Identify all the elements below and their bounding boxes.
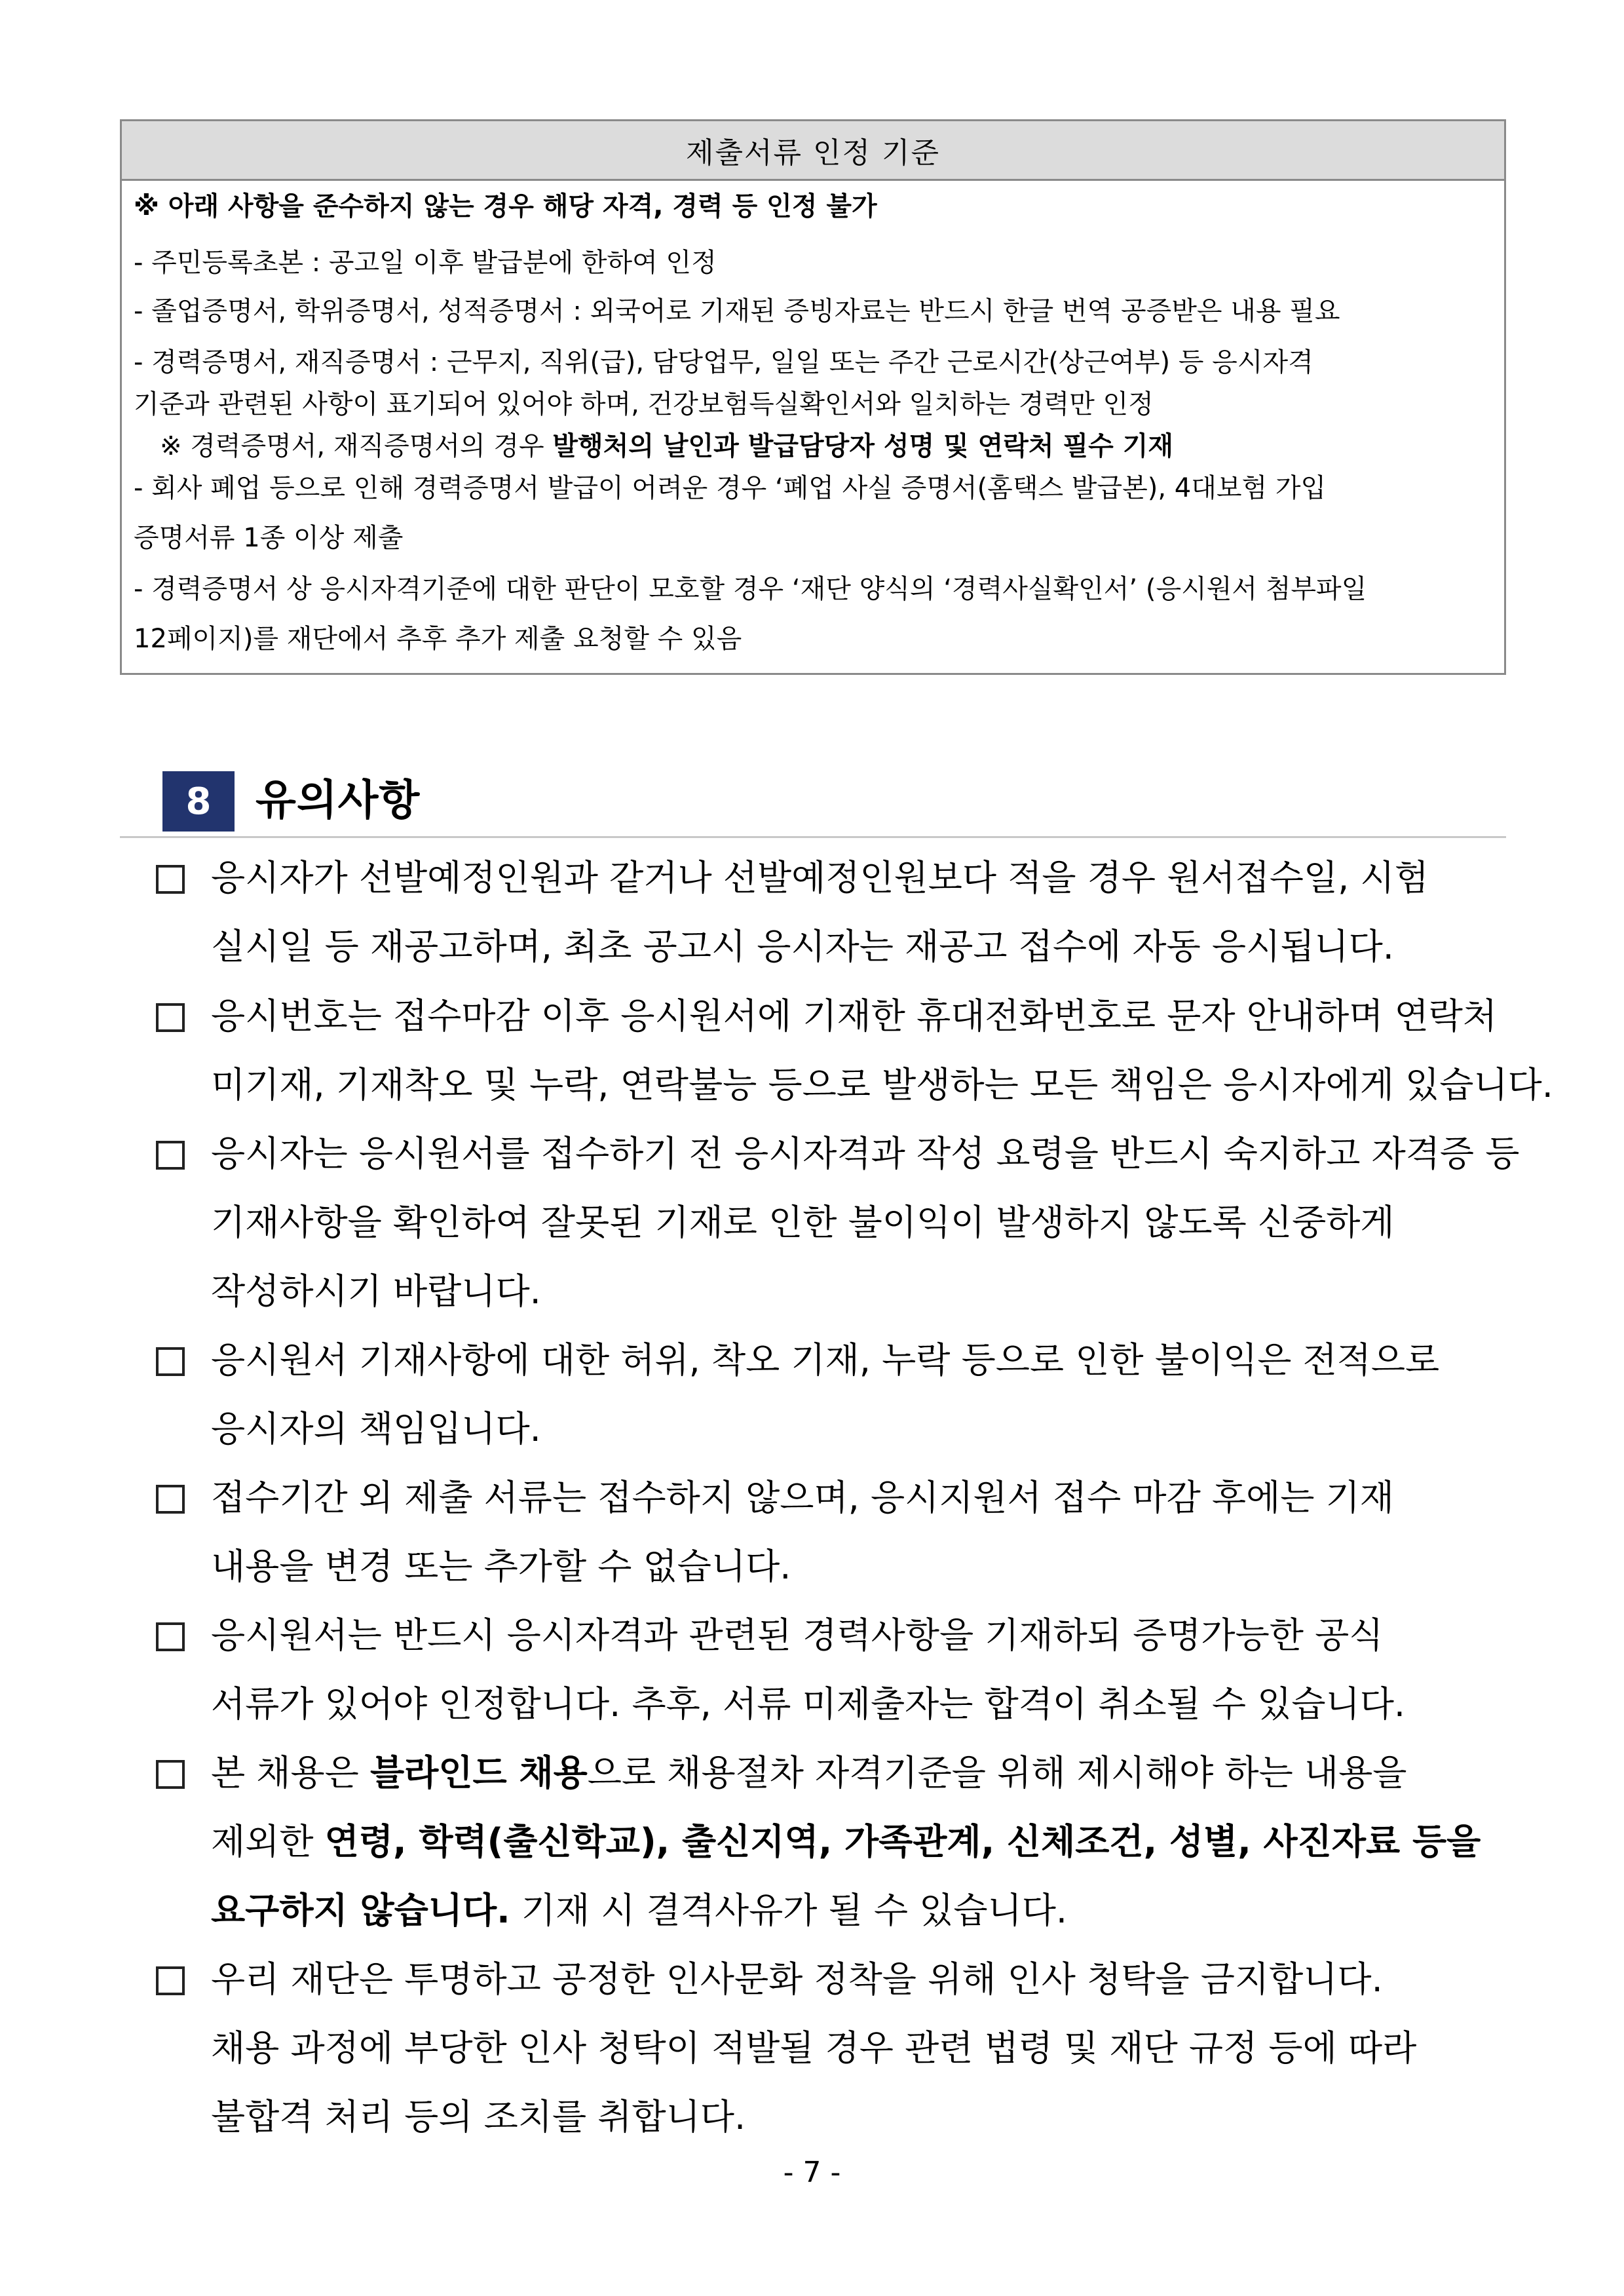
criteria-item: - 경력증명서 상 응시자격기준에 대한 판단이 모호할 경우 ‘재단 양식의 ‘경력사실확인서’ (응시원서 첨부파일 [134, 574, 1367, 604]
notice-line: 내용을 변경 또는 추가할 수 없습니다. [211, 1546, 791, 1587]
section-number: 8 [162, 771, 235, 832]
criteria-item: 12페이지)를 재단에서 추후 추가 제출 요청할 수 있음 [134, 624, 742, 654]
notice-text: 제외한 [211, 1821, 325, 1862]
section-divider [120, 836, 1506, 838]
criteria-item: - 회사 폐업 등으로 인해 경력증명서 발급이 어려운 경우 ‘폐업 사실 증명서(홈택스 발급본), 4대보험 가입 [134, 473, 1327, 503]
notice-line: 응시자가 선발예정인원과 같거나 선발예정인원보다 적을 경우 원서접수일, 시험 [211, 857, 1429, 898]
criteria-title: 제출서류 인정 기준 [122, 121, 1504, 181]
notice-line: 응시원서는 반드시 응시자격과 관련된 경력사항을 기재하되 증명가능한 공식 [211, 1615, 1384, 1656]
notice-line: 접수기간 외 제출 서류는 접수하지 않으며, 응시지원서 접수 마감 후에는 기재 [211, 1477, 1394, 1518]
notice-line: 우리 재단은 투명하고 공정한 인사문화 정착을 위해 인사 청탁을 금지합니다. [211, 1959, 1383, 2000]
notice-line [211, 1819, 1506, 1865]
notice-line [211, 1750, 1506, 1796]
notice-bold-text: 블라인드 채용 [370, 1752, 588, 1793]
criteria-note-prefix: ※ 경력증명서, 재직증명서의 경우 [160, 431, 553, 461]
criteria-note-bold: 발행처의 날인과 발급담당자 성명 및 연락처 필수 기재 [552, 431, 1173, 461]
notice-line [211, 1888, 1506, 1934]
notice-line: 응시원서 기재사항에 대한 허위, 착오 기재, 누락 등으로 인한 불이익은 전적으로 [211, 1339, 1440, 1381]
notice-line: 미기재, 기재착오 및 누락, 연락불능 등으로 발생하는 모든 책임은 응시자에게 있습니다. [211, 1064, 1553, 1105]
notice-line: 실시일 등 재공고하며, 최초 공고시 응시자는 재공고 접수에 자동 응시됩니다. [211, 926, 1394, 967]
notice-line: 서류가 있어야 인정합니다. 추후, 서류 미제출자는 합격이 취소될 수 있습니다. [211, 1683, 1406, 1725]
checkbox-bullet-icon [156, 1141, 185, 1170]
notice-line: 응시자는 응시원서를 접수하기 전 응시자격과 작성 요령을 반드시 숙지하고 자격증 등 [211, 1133, 1520, 1174]
checkbox-bullet-icon [156, 1485, 185, 1514]
checkbox-bullet-icon [156, 1003, 185, 1032]
notice-bold-text: 요구하지 않습니다. [211, 1890, 510, 1931]
criteria-item: - 주민등록초본 : 공고일 이후 발급분에 한하여 인정 [134, 248, 717, 278]
checkbox-bullet-icon [156, 865, 185, 894]
notice-line: 기재사항을 확인하여 잘못된 기재로 인한 불이익이 발생하지 않도록 신중하게 [211, 1202, 1395, 1243]
notice-bold-text: 연령, 학력(출신학교), 출신지역, 가족관계, 신체조건, 성별, 사진자료 등을 [324, 1821, 1481, 1862]
notice-text: 기재 시 결격사유가 될 수 있습니다. [510, 1890, 1068, 1931]
checkbox-bullet-icon [156, 1966, 185, 1995]
criteria-item: - 경력증명서, 재직증명서 : 근무지, 직위(급), 담당업무, 일일 또는 주간 근로시간(상근여부) 등 응시자격 [134, 347, 1313, 377]
checkbox-bullet-icon [156, 1622, 185, 1651]
criteria-box [120, 119, 1506, 675]
section-title: 유의사항 [255, 776, 421, 825]
notice-line: 불합격 처리 등의 조치를 취합니다. [211, 2096, 746, 2137]
notice-text: 으로 채용절차 자격기준을 위해 제시해야 하는 내용을 [587, 1752, 1407, 1793]
notice-line: 작성하시기 바랍니다. [211, 1271, 541, 1312]
criteria-item: 증명서류 1종 이상 제출 [134, 523, 404, 553]
notice-line: 응시자의 책임입니다. [211, 1408, 541, 1449]
notice-text: 본 채용은 [211, 1752, 370, 1793]
criteria-warning: ※ 아래 사항을 준수하지 않는 경우 해당 자격, 경력 등 인정 불가 [134, 191, 877, 221]
checkbox-bullet-icon [156, 1347, 185, 1376]
criteria-note [160, 429, 1488, 463]
notice-line: 응시번호는 접수마감 이후 응시원서에 기재한 휴대전화번호로 문자 안내하며 연락처 [211, 995, 1498, 1037]
page-number: - 7 - [783, 2156, 841, 2189]
criteria-item: - 졸업증명서, 학위증명서, 성적증명서 : 외국어로 기재된 증빙자료는 반드시 한글 번역 공증받은 내용 필요 [134, 296, 1340, 326]
checkbox-bullet-icon [156, 1760, 185, 1789]
notice-line: 채용 과정에 부당한 인사 청탁이 적발될 경우 관련 법령 및 재단 규정 등에 따라 [211, 2027, 1417, 2069]
criteria-item: 기준과 관련된 사항이 표기되어 있어야 하며, 건강보험득실확인서와 일치하는 경력만 인정 [134, 389, 1154, 419]
